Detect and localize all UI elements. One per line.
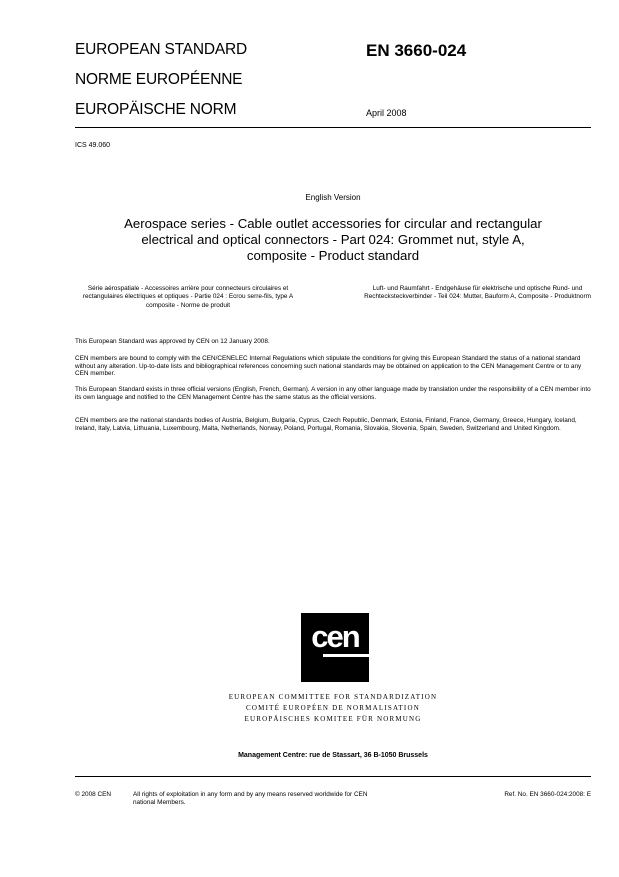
cen-logo-text: cen [311, 619, 359, 654]
copyright-notice: © 2008 CEN [75, 791, 111, 798]
header-line-fr: NORME EUROPÉENNE [75, 71, 243, 88]
cen-name-french: COMITÉ EUROPÉEN DE NORMALISATION [246, 704, 420, 712]
header-line-en: EUROPEAN STANDARD [75, 41, 248, 58]
ics-code: ICS 49.060 [75, 142, 111, 149]
cen-logo [301, 613, 369, 682]
members-paragraph: CEN members are the national standards bodies of Austria, Belgium, Bulgaria, Cyprus, Czech Republic, Denmark, Estonia, Finland, France, Germany, Greece, Hungary, Iceland, Ireland, Italy, Latvia, Lithuania, Luxembourg, Malta, Netherlands, Norway, Poland, Portugal, Romania, Slovakia, Slovenia, Spain, Sweden, Switzerland and United Kingdom. [75, 417, 577, 432]
approval-paragraph: This European Standard was approved by CEN on 12 January 2008. [75, 338, 270, 345]
document-title: Aerospace series - Cable outlet accessories for circular and rectangular electrical and optical connectors - Part 024: Grommet nut, style A, composite - Product standard [124, 216, 542, 263]
regulations-paragraph: CEN members are bound to comply with the CEN/CENELEC Internal Regulations which stipulate the conditions for giving this European Standard the status of a national standard without any alteration. Up-to-date lists and bibliographical references concerning such national standards may be obtained on application to the CEN Management Centre or to any CEN member. [75, 355, 582, 378]
subtitle-french: Série aérospatiale - Accessoires arrière pour connecteurs circulaires et rectangulaires électriques et optiques - Partie 024 : Ecrou serre-fils, type A composite - Norme de produit [82, 285, 294, 309]
version-label: English Version [305, 193, 361, 202]
footer-rule [75, 776, 591, 777]
cen-name-german: EUROPÄISCHES KOMITEE FÜR NORMUNG [244, 715, 422, 723]
versions-paragraph: This European Standard exists in three official versions (English, French, German). A version in any other language made by translation under the responsibility of a CEN member into its own language and notified to the CEN Management Centre has the same status as the official versions. [75, 386, 591, 401]
standard-number: EN 3660-024 [366, 41, 467, 60]
header-rule [75, 127, 591, 128]
management-centre-address: Management Centre: rue de Stassart, 36 B-1050 Brussels [238, 752, 428, 759]
reference-number: Ref. No. EN 3660-024:2008: E [504, 791, 591, 798]
subtitle-german: Luft- und Raumfahrt - Endgehäuse für elektrische und optische Rund- und Rechtecksteckverbinder - Teil 024: Mutter, Bauform A, Composite - Produktnorm [364, 285, 591, 301]
header-line-de: EUROPÄISCHE NORM [75, 101, 237, 118]
rights-notice: All rights of exploitation in any form and by any means reserved worldwide for CEN national Members. [133, 791, 368, 806]
cen-name-english: EUROPEAN COMMITTEE FOR STANDARDIZATION [228, 693, 438, 701]
publication-date: April 2008 [366, 108, 407, 118]
